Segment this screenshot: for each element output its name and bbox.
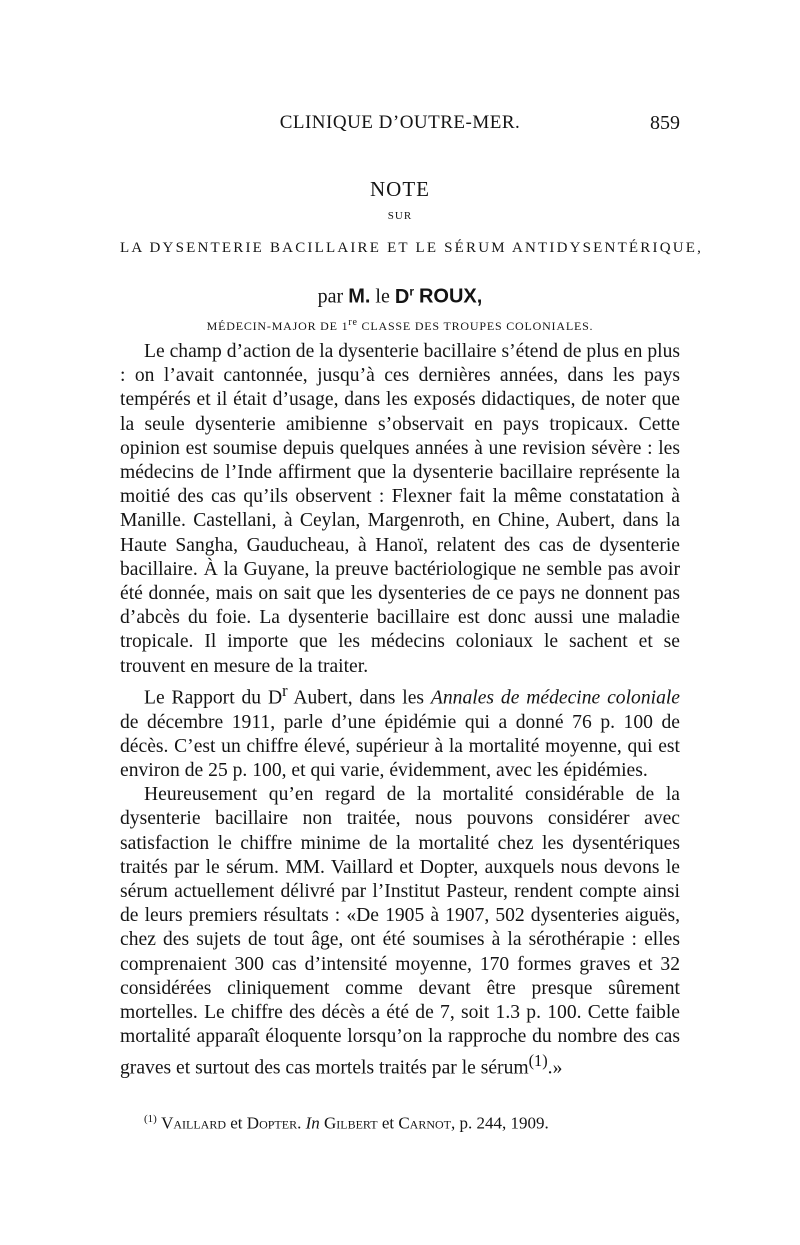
journal-title: Annales de médecine coloniale [430,687,681,709]
article-subject: LA DYSENTERIE BACILLAIRE ET LE SÉRUM ANTIDYSENTÉRIQUE, [120,240,704,256]
article-title-block [120,176,704,335]
author-line [120,278,680,310]
author-title: $D^r$ [394,284,414,308]
author-affiliation: MÉDECIN-MAJOR DE 1re CLASSE DES TROUPES COLONIALES. [206,316,594,333]
body-text [120,340,680,1081]
paragraph-2-sup: r [282,680,288,700]
footnote-reference[interactable]: (1) [528,1051,548,1071]
article-heading: NOTE [370,177,430,201]
article-connector: SUR [387,210,413,222]
footnote-marker: (1) [144,1113,157,1125]
running-header [120,112,680,142]
author-title-sup: r [409,284,414,298]
footnote: $^{(1)}$ Vaillard et Dopter. In Gilbert et Carnot, p. 244, 1909. [144,1113,549,1133]
paragraph-2: Le Rapport du $D^r$ Aubert, dans les Annales de médecine coloniale de décembre 1911, parle d’une épidémie qui a donné 76 p. 100 de décès. C’est un chiffre élevé, supérieur à la mortalité moyenne, qui est environ de 25 p. 100, et qui varie, évidemment, avec les épidémies. [120,680,681,781]
author-article: le [375,285,390,308]
page-number: 859 [650,112,680,134]
running-title: CLINIQUE D’OUTRE-MER. [279,112,521,133]
author-name: M. [348,285,371,308]
affiliation-sup: re [348,316,358,328]
author-surname: ROUX, [418,285,483,308]
paragraph-1: Le champ d’action de la dysenterie bacillaire s’étend de plus en plus : on l’avait cantonnée, jusqu’à ces dernières années, dans les pays tempérés et il était d’usage, dans les exposés didactiques, de noter que la seule dysenterie amibienne s’observait en pays tropicaux. Cette opinion est soumise depuis quelques années à une revision sévère : les médecins de l’Inde affirment que la dysenterie bacillaire représente la moitié des cas qu’ils observent : Flexner fait la même constatation à Manille. Castellani, à Ceylan, Margenroth, en Chine, Aubert, dans la Haute Sangha, Gauducheau, à Hanoï, relatent des cas de dysenterie bacillaire. À la Guyane, la preuve bactériologique ne semble pas avoir été donnée, mais on sait que les dysenteries de ce pays ne donnent pas d’abcès du foie. La dysenterie bacillaire est donc aussi une maladie tropicale. Il importe que les médecins coloniaux le sachent et se trouvent en mesure de la traiter. [120,341,680,677]
author-prefix: par [317,285,344,308]
paragraph-3: Heureusement qu’en regard de la mortalité considérable de la dysenterie bacillaire non traitée, nous pouvons considérer avec satisfaction le chiffre minime de la mortalité chez les dysentériques traités par le sérum. MM. Vaillard et Dopter, auxquels nous devons le sérum actuellement délivré par l’Institut Pasteur, rendent compte ainsi de leurs premiers résultats : «De 1905 à 1907, 502 dysenteries aiguës, chez des sujets de tout âge, ont été soumises à la sérothérapie : elles comprenaient 300 cas d’intensité moyenne, 170 formes graves et 32 considérées cliniquement comme devant être presque sûrement mortelles. Le chiffre des décès a été de 7, soit 1.3 p. 100. Cette faible mortalité apparaît éloquente lorsqu’on la rapproche du nombre des cas graves et surtout des cas mortels traités par le sérum$^{(1)}$.» [120,784,680,1079]
